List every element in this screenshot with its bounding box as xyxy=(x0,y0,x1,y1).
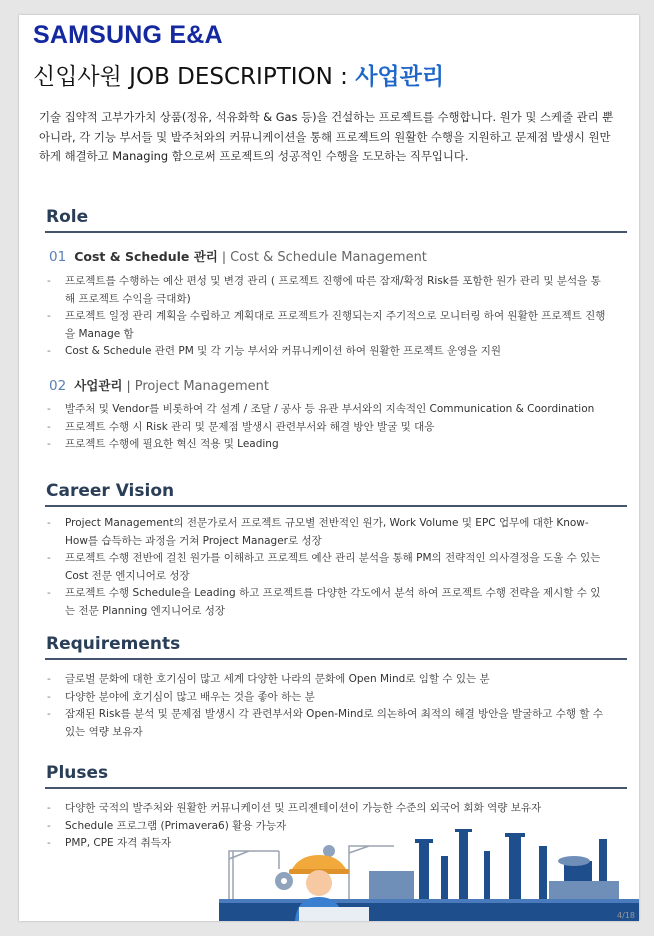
requirements-divider xyxy=(45,658,627,660)
list-item: - 프로젝트 수행에 필요한 혁신 적용 및 Leading xyxy=(47,438,279,450)
list-item: - 다양한 국적의 발주처와 원활한 커뮤니케이션 및 프리젠테이션이 가능한 수준의 외국어 회화 역량 보유자 xyxy=(47,802,542,814)
career-section xyxy=(45,481,627,507)
list-item: - 프로젝트를 수행하는 예산 편성 및 변경 관리 ( 프로젝트 진행에 따른 잠재/확정 Risk를 포함한 원가 관리 및 분석을 통해 프로젝트 수익을 극대화) xyxy=(47,275,601,305)
role-02-title-kr: 사업관리 xyxy=(74,378,123,393)
role-heading: Role xyxy=(46,207,89,227)
role-02-separator: | xyxy=(126,378,131,393)
list-item: - 글로벌 문화에 대한 호기심이 많고 세계 다양한 나라의 문화에 Open Mind로 임할 수 있는 분 xyxy=(47,673,490,685)
plant-engineer-illustration xyxy=(219,811,639,921)
list-item: - 잠재된 Risk를 분석 및 문제점 발생시 각 관련부서와 Open-Mind로 의논하여 최적의 해결 방안을 발굴하고 수행 할 수 있는 역량 보유자 xyxy=(47,708,604,738)
role-01-number: 01 xyxy=(49,249,67,265)
page-title xyxy=(33,58,444,91)
career-divider xyxy=(45,505,627,507)
role-02-heading xyxy=(49,376,269,394)
title-main: 신입사원 JOB DESCRIPTION : xyxy=(33,64,356,90)
list-item: - Project Management의 전문가로서 프로젝트 규모별 전반적인 원가, Work Volume 및 EPC 업무에 대한 Know-How를 습득하는 과정을 거쳐 Project Manager로 성장 xyxy=(47,517,589,547)
page-number: 4/18 xyxy=(617,911,635,920)
requirements-section xyxy=(45,634,627,660)
career-heading: Career Vision xyxy=(46,481,175,501)
role-section xyxy=(45,207,627,233)
role-02-number: 02 xyxy=(49,378,67,394)
list-item: - 다양한 분야에 호기심이 많고 배우는 것을 좋아 하는 분 xyxy=(47,690,315,703)
job-description-page xyxy=(19,15,639,921)
intro-paragraph: 기술 집약적 고부가가치 상품(정유, 석유화학 & Gas 등)을 건설하는 프로젝트를 수행합니다. 원가 및 스케줄 관리 뿐 아니라, 각 기능 부서들 및 발주처와의 커뮤니케이션을 통해 프로젝트의 원활한 수행을 지원하고 문제점 발생시 원만하게 해결하고 Managing 함으로써 프로젝트의 성공적인 수행을 도모하는 직무입니다. xyxy=(39,110,614,163)
requirements-heading: Requirements xyxy=(46,634,181,654)
pluses-heading: Pluses xyxy=(46,763,109,783)
list-item: - Schedule 프로그램 (Primavera6) 활용 가능자 xyxy=(47,819,287,832)
pluses-section xyxy=(45,763,627,789)
role-01-title-kr: Cost & Schedule 관리 xyxy=(74,249,218,264)
career-bullets xyxy=(47,515,607,620)
role-02-title-en: Project Management xyxy=(134,379,269,394)
role-01-separator: | xyxy=(221,249,227,264)
pluses-divider xyxy=(45,787,627,789)
role-01-bullets xyxy=(47,273,607,361)
list-item: - 발주처 및 Vendor를 비롯하여 각 설계 / 조달 / 공사 등 유관 부서와의 지속적인 Communication & Coordination xyxy=(47,403,595,415)
role-01-heading xyxy=(49,247,427,265)
list-item: - PMP, CPE 자격 취득자 xyxy=(47,837,172,849)
list-item: - 프로젝트 수행 전반에 걸친 원가를 이해하고 프로젝트 예산 관리 분석을 통해 PM의 전략적인 의사결정을 도울 수 있는 Cost 전문 엔지니어로 성장 xyxy=(47,552,601,582)
title-accent: 사업관리 xyxy=(355,64,445,90)
role-divider xyxy=(45,231,627,233)
list-item: - 프로젝트 일정 관리 계획을 수립하고 계획대로 프로젝트가 진행되는지 주기적으로 모니터링 하여 원활한 프로젝트 진행을 Manage 함 xyxy=(47,310,606,340)
list-item: - Cost & Schedule 관련 PM 및 각 기능 부서와 커뮤니케이션 하여 원활한 프로젝트 운영을 지원 xyxy=(47,345,502,357)
role-02-bullets xyxy=(47,401,607,454)
samsung-ea-logo: SAMSUNG E&A xyxy=(33,21,223,49)
list-item: - 프로젝트 수행 Schedule을 Leading 하고 프로젝트를 다양한 각도에서 분석 하여 프로젝트 수행 전략을 제시할 수 있는 전문 Planning 엔지니어로 성장 xyxy=(47,587,601,617)
list-item: - 프로젝트 수행 시 Risk 관리 및 문제점 발생시 관련부서와 해결 방안 발굴 및 대응 xyxy=(47,420,435,433)
requirements-bullets xyxy=(47,671,607,741)
role-01-title-en: Cost & Schedule Management xyxy=(230,250,427,265)
